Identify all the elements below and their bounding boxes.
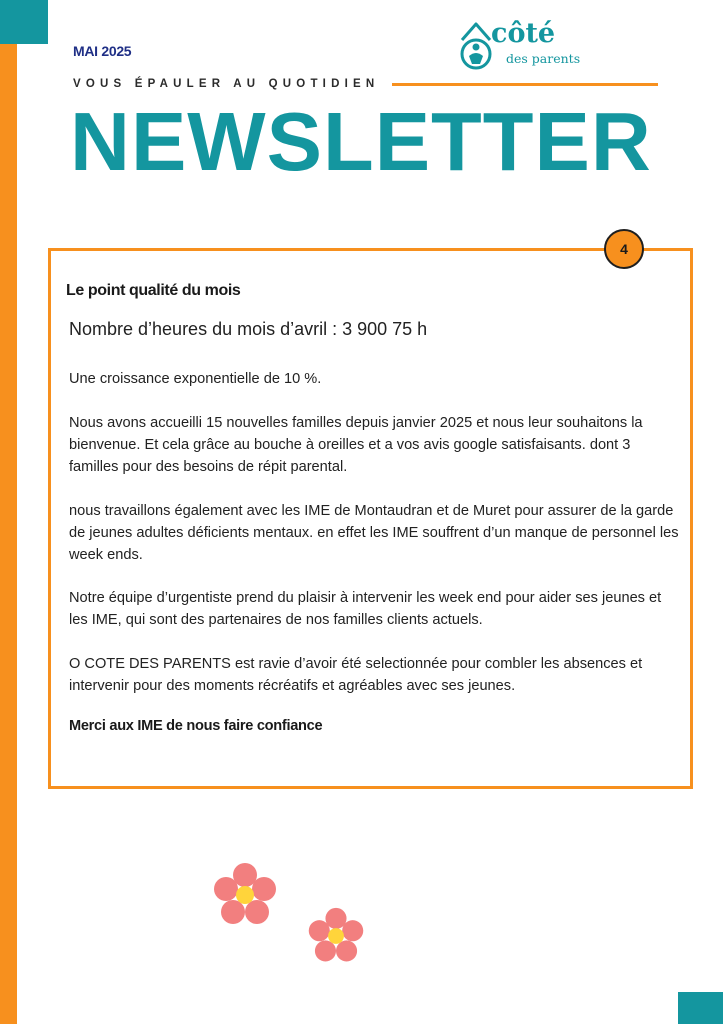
hours-statistic: Nombre d’heures du mois d’avril : 3 900 75 h xyxy=(69,319,428,339)
paragraph-selection: O COTE DES PARENTS est ravie d’avoir été selectionnée pour combler les absences et intervenir pour des moments récréatifs et agréables avec ses jeunes. xyxy=(69,656,643,694)
issue-date: MAI 2025 xyxy=(73,43,132,59)
closing-thanks: Merci aux IME de nous faire confiance xyxy=(69,718,323,734)
page-title: NEWSLETTER xyxy=(70,95,652,188)
tagline: VOUS ÉPAULER AU QUOTIDIEN xyxy=(73,78,380,90)
paragraph-new-families: Nous avons accueilli 15 nouvelles familles depuis janvier 2025 et nous leur souhaitons la bienvenue. Et cela grâce au bouche à oreilles et a vos avis google satisfaisants. dont 3 familles pour des besoins de répit parental. xyxy=(69,415,643,475)
corner-accent-top xyxy=(0,0,48,44)
tagline-divider xyxy=(392,83,658,86)
logo-text-sub: des parents xyxy=(506,51,581,66)
flower-icon xyxy=(212,862,278,928)
paragraph-ime-partnership: nous travaillons également avec les IME de Montaudran et de Muret pour assurer de la garde de jeunes adultes déficients mentaux. en effet les IME souffrent d’un manque de personnel les week ends. xyxy=(69,503,679,563)
paragraph-team: Notre équipe d’urgentiste prend du plaisir à intervenir les week end pour aider ses jeunes et les IME, qui sont des partenaires de nos familles clients actuels. xyxy=(69,590,662,628)
brand-logo xyxy=(458,18,588,73)
page-number-badge: 4 xyxy=(604,229,644,269)
corner-accent-bottom xyxy=(678,992,723,1024)
section-title: Le point qualité du mois xyxy=(66,282,241,299)
paragraph-growth: Une croissance exponentielle de 10 %. xyxy=(69,371,322,387)
logo-text-main: côté xyxy=(491,18,556,49)
flower-icon xyxy=(307,907,365,965)
house-child-icon xyxy=(458,20,494,72)
left-accent-bar xyxy=(0,44,17,1024)
